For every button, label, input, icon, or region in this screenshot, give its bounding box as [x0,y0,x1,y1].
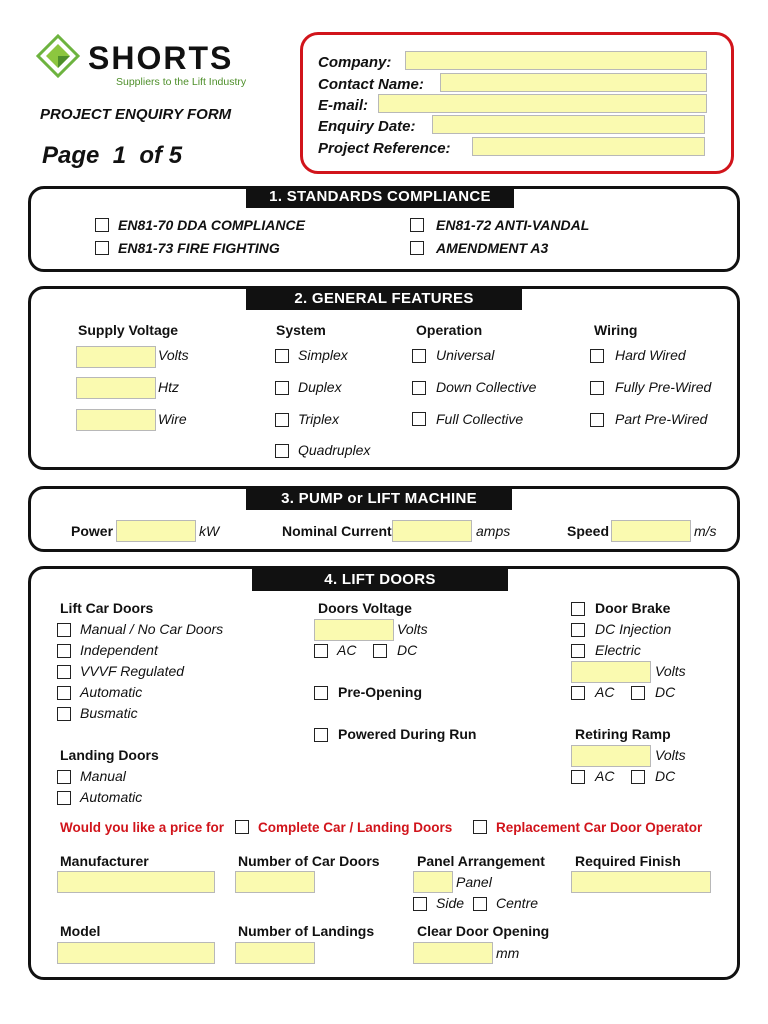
form-title: PROJECT ENQUIRY FORM [40,106,232,123]
brake-ac-checkbox[interactable] [571,686,585,700]
brake-dc-label: DC [655,684,676,700]
enquiry-date-input[interactable] [432,115,705,134]
number-landings-input[interactable] [235,942,315,964]
email-label: E-mail: [318,97,369,114]
busmatic-label: Busmatic [80,705,138,721]
mm-unit: mm [496,945,520,961]
duplex-checkbox[interactable] [275,381,289,395]
doors-ac-label: AC [337,642,357,658]
kw-unit: kW [199,523,220,539]
clear-door-opening-heading: Clear Door Opening [417,923,550,939]
automatic-checkbox[interactable] [57,686,71,700]
system-heading: System [276,322,326,338]
ramp-volts-input[interactable] [571,745,651,767]
automatic-label: Automatic [80,684,143,700]
brand-name: SHORTS [88,40,234,76]
doors-title: 4. LIFT DOORS [252,569,508,591]
required-finish-heading: Required Finish [575,853,681,869]
vvvf-label: VVVF Regulated [80,663,185,679]
manufacturer-heading: Manufacturer [60,853,149,869]
speed-input[interactable] [611,520,691,542]
landing-doors-heading: Landing Doors [60,747,159,763]
lift-car-doors-heading: Lift Car Doors [60,600,154,616]
fire-label: EN81-73 FIRE FIGHTING [118,240,280,256]
door-brake-checkbox[interactable] [571,602,585,616]
duplex-label: Duplex [298,379,342,395]
fully-pre-wired-label: Fully Pre-Wired [615,379,712,395]
side-checkbox[interactable] [413,897,427,911]
supply-voltage-heading: Supply Voltage [78,322,179,338]
a3-label: AMENDMENT A3 [436,240,549,256]
manual-no-car-label: Manual / No Car Doors [80,621,224,637]
htz-input[interactable] [76,377,156,399]
down-collective-checkbox[interactable] [412,381,426,395]
part-pre-wired-checkbox[interactable] [590,413,604,427]
number-car-doors-heading: Number of Car Doors [238,853,380,869]
panel-label: Panel [456,874,492,890]
company-input[interactable] [405,51,707,70]
triplex-label: Triplex [298,411,339,427]
door-brake-heading: Door Brake [595,600,671,616]
page-indicator: Page 1 of 5 [42,142,183,169]
doors-dc-label: DC [397,642,418,658]
full-collective-label: Full Collective [436,411,524,427]
down-collective-label: Down Collective [436,379,537,395]
power-label: Power [71,523,114,539]
quadruplex-checkbox[interactable] [275,444,289,458]
enquiry-date-label: Enquiry Date: [318,118,416,135]
volts-input[interactable] [76,346,156,368]
brake-volts-input[interactable] [571,661,651,683]
pre-opening-checkbox[interactable] [314,686,328,700]
manual-no-car-checkbox[interactable] [57,623,71,637]
htz-label: Htz [158,379,179,395]
standards-title: 1. STANDARDS COMPLIANCE [246,186,514,208]
model-heading: Model [60,923,101,939]
ms-unit: m/s [694,523,717,539]
volts-label: Volts [158,347,189,363]
side-label: Side [436,895,465,911]
replacement-operator-label: Replacement Car Door Operator [496,820,703,835]
vandal-label: EN81-72 ANTI-VANDAL [436,217,590,233]
ramp-volts-unit: Volts [655,747,686,763]
panel-count-input[interactable] [413,871,453,893]
wire-input[interactable] [76,409,156,431]
ramp-ac-checkbox[interactable] [571,770,585,784]
wiring-heading: Wiring [594,322,638,338]
general-title: 2. GENERAL FEATURES [246,288,522,310]
doors-volts-unit: Volts [397,621,428,637]
electric-checkbox[interactable] [571,644,585,658]
brake-volts-unit: Volts [655,663,686,679]
triplex-checkbox[interactable] [275,413,289,427]
fire-checkbox[interactable] [95,241,109,255]
complete-car-label: Complete Car / Landing Doors [258,820,453,835]
doors-voltage-input[interactable] [314,619,394,641]
nominal-current-input[interactable] [392,520,472,542]
powered-during-run-label: Powered During Run [338,726,477,742]
hard-wired-checkbox[interactable] [590,349,604,363]
simplex-checkbox[interactable] [275,349,289,363]
simplex-label: Simplex [298,347,348,363]
power-input[interactable] [116,520,196,542]
ramp-dc-checkbox[interactable] [631,770,645,784]
dda-label: EN81-70 DDA COMPLIANCE [118,217,305,233]
amps-unit: amps [476,523,511,539]
complete-car-checkbox[interactable] [235,820,249,834]
centre-label: Centre [496,895,539,911]
contact-name-input[interactable] [440,73,707,92]
independent-checkbox[interactable] [57,644,71,658]
price-question: Would you like a price for [60,820,225,835]
vandal-checkbox[interactable] [410,218,424,232]
pump-title: 3. PUMP or LIFT MACHINE [246,488,512,510]
part-pre-wired-label: Part Pre-Wired [615,411,708,427]
landing-automatic-checkbox[interactable] [57,791,71,805]
busmatic-checkbox[interactable] [57,707,71,721]
a3-checkbox[interactable] [410,241,424,255]
electric-label: Electric [595,642,641,658]
pre-opening-label: Pre-Opening [338,684,423,700]
wire-label: Wire [158,411,187,427]
nominal-current-label: Nominal Current [282,523,392,539]
brand-logo [36,34,286,92]
clear-door-opening-input[interactable] [413,942,493,964]
manufacturer-input[interactable] [57,871,215,893]
doors-voltage-heading: Doors Voltage [318,600,412,616]
vvvf-checkbox[interactable] [57,665,71,679]
landing-automatic-label: Automatic [80,789,143,805]
landing-manual-checkbox[interactable] [57,770,71,784]
ramp-ac-label: AC [595,768,615,784]
independent-label: Independent [80,642,158,658]
operation-heading: Operation [416,322,483,338]
full-collective-checkbox[interactable] [412,412,426,426]
dda-checkbox[interactable] [95,218,109,232]
centre-checkbox[interactable] [473,897,487,911]
universal-checkbox[interactable] [412,349,426,363]
brand-tagline: Suppliers to the Lift Industry [116,76,247,88]
universal-label: Universal [436,347,495,363]
landing-manual-label: Manual [80,768,126,784]
company-label: Company: [318,54,392,71]
model-input[interactable] [57,942,215,964]
contact-name-label: Contact Name: [318,76,424,93]
quadruplex-label: Quadruplex [298,442,371,458]
panel-arrangement-heading: Panel Arrangement [417,853,545,869]
brake-ac-label: AC [595,684,615,700]
ramp-dc-label: DC [655,768,676,784]
fully-pre-wired-checkbox[interactable] [590,381,604,395]
project-ref-label: Project Reference: [318,140,451,157]
dc-injection-checkbox[interactable] [571,623,585,637]
doors-dc-checkbox[interactable] [373,644,387,658]
hard-wired-label: Hard Wired [615,347,686,363]
number-car-doors-input[interactable] [235,871,315,893]
replacement-operator-checkbox[interactable] [473,820,487,834]
number-landings-heading: Number of Landings [238,923,375,939]
speed-label: Speed [567,523,610,539]
email-input[interactable] [378,94,707,113]
project-ref-input[interactable] [472,137,705,156]
powered-during-run-checkbox[interactable] [314,728,328,742]
dc-injection-label: DC Injection [595,621,672,637]
diamond-logo-icon [36,34,80,78]
required-finish-input[interactable] [571,871,711,893]
retiring-ramp-heading: Retiring Ramp [575,726,671,742]
doors-ac-checkbox[interactable] [314,644,328,658]
brake-dc-checkbox[interactable] [631,686,645,700]
